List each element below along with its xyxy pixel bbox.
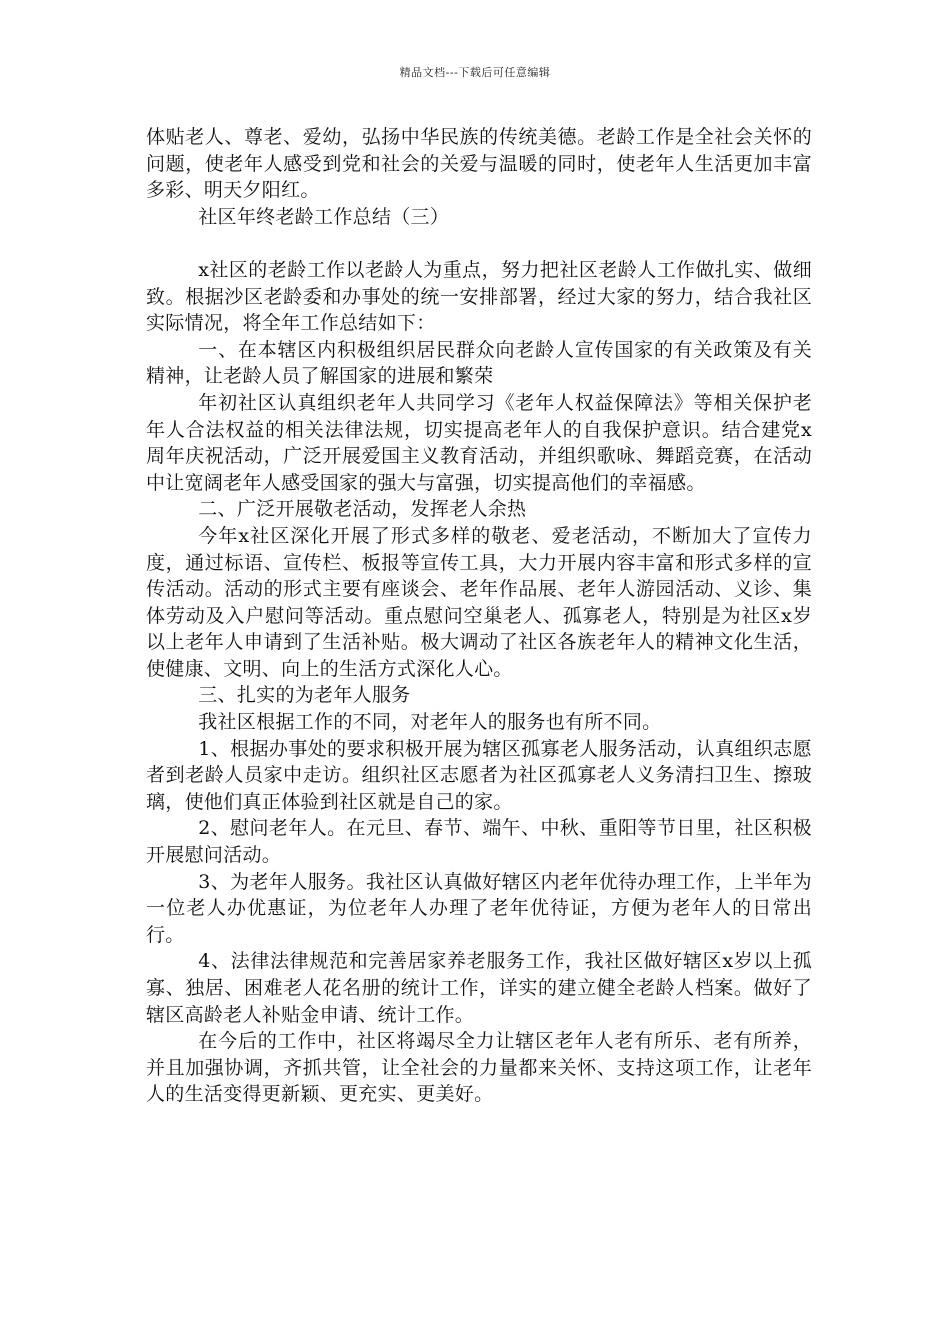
- paragraph-intro-continued: 体贴老人、尊老、爱幼，弘扬中华民族的传统美德。老龄工作是全社会关怀的问题，使老年人感受到党和社会的关爱与温暖的同时，使老年人生活更加丰富多彩、明天夕阳红。: [146, 126, 812, 202]
- paragraph-services-intro: 我社区根据工作的不同，对老年人的服务也有所不同。: [198, 711, 662, 734]
- paragraph-item-3: 3、为老年人服务。我社区认真做好辖区内老年优待办理工作，上半年为一位老人办优惠证，为位老年人办理了老年优待证，方便为老年人的日常出行。: [146, 870, 812, 946]
- heading-three: 三、扎实的为老年人服务: [198, 684, 411, 707]
- heading-two: 二、广泛开展敬老活动，发挥老人余热: [198, 498, 527, 521]
- paragraph-conclusion: 在今后的工作中，社区将竭尽全力让辖区老年人老有所乐、老有所养，并且加强协调，齐抓共管，让全社会的力量都来关怀、支持这项工作，让老年人的生活变得更新颖、更充实、更美好。: [146, 1030, 812, 1106]
- document-body: [146, 124, 812, 1108]
- blank-line: [146, 230, 812, 257]
- paragraph-respect-activities: 今年x社区深化开展了形式多样的敬老、爱老活动，不断加大了宣传力度，通过标语、宣传栏、板报等宣传工具，大力开展内容丰富和形式多样的宣传活动。活动的形式主要有座谈会、老年作品展、老年人游园活动、义诊、集体劳动及入户慰问等活动。重点慰问空巢老人、孤寡老人，特别是为社区x岁以上老年人申请到了生活补贴。极大调动了社区各族老年人的精神文化生活，使健康、文明、向上的生活方式深化人心。: [146, 524, 812, 680]
- paragraph-item-4: 4、法律法律规范和完善居家养老服务工作，我社区做好辖区x岁以上孤寡、独居、困难老人花名册的统计工作，详实的建立健全老龄人档案。做好了辖区高龄老人补贴金申请、统计工作。: [146, 950, 812, 1026]
- paragraph-item-1: 1、根据办事处的要求积极开展为辖区孤寡老人服务活动，认真组织志愿者到老龄人员家中走访。组织社区志愿者为社区孤寡老人义务清扫卫生、擦玻璃，使他们真正体验到社区就是自己的家。: [146, 737, 812, 813]
- paragraph-policy-study: 年初社区认真组织老年人共同学习《老年人权益保障法》等相关保护老年人合法权益的相关法律法规，切实提高老年人的自我保护意识。结合建党x周年庆祝活动，广泛开展爱国主义教育活动，并组织歌咏、舞蹈竞赛，在活动中让宽阔老年人感受国家的强大与富强，切实提高他们的幸福感。: [146, 391, 812, 494]
- heading-one: 一、在本辖区内积极组织居民群众向老龄人宣传国家的有关政策及有关精神，让老龄人员了解国家的进展和繁荣: [146, 338, 812, 388]
- section-title: 社区年终老龄工作总结（三）: [198, 205, 450, 228]
- page-header: 精品文档---下载后可任意编辑: [399, 66, 551, 79]
- paragraph-item-2: 2、慰问老年人。在元旦、春节、端午、中秋、重阳等节日里，社区积极开展慰问活动。: [146, 817, 812, 867]
- paragraph-overview: x社区的老龄工作以老龄人为重点，努力把社区老龄人工作做扎实、做细致。根据沙区老龄委和办事处的统一安排部署，经过大家的努力，结合我社区实际情况，将全年工作总结如下：: [146, 258, 812, 335]
